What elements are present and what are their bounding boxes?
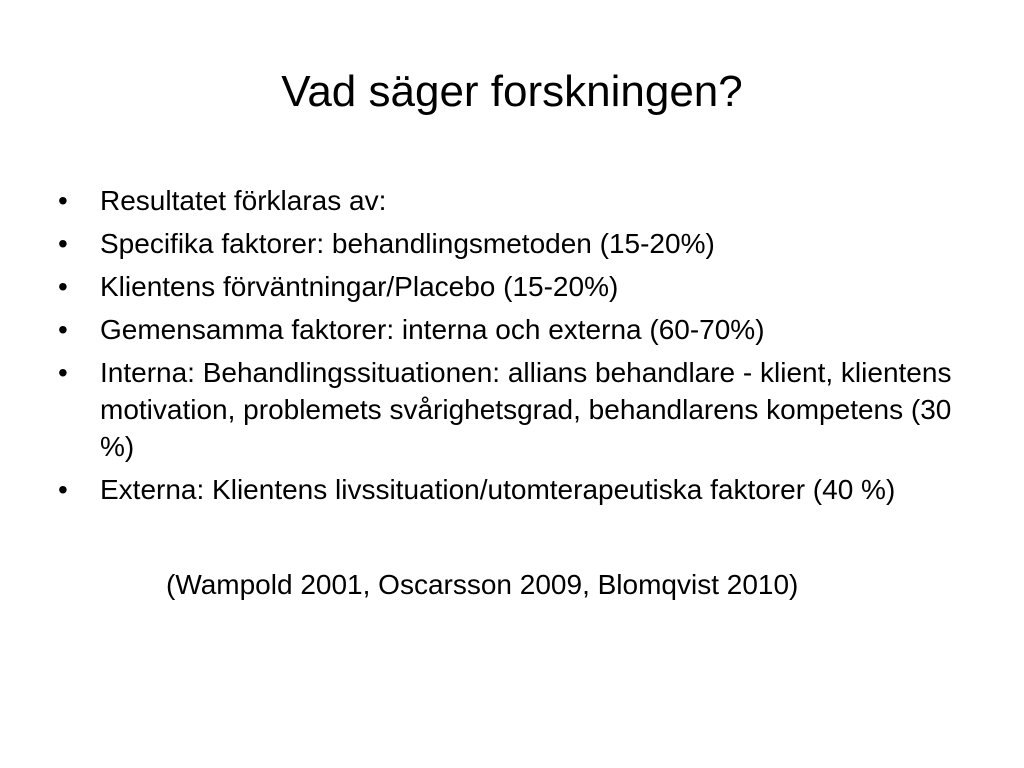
bullet-marker: • xyxy=(58,185,68,216)
citation: (Wampold 2001, Oscarsson 2009, Blomqvist 2010) xyxy=(166,569,799,600)
bullet-item xyxy=(58,311,978,348)
bullet-list xyxy=(58,182,978,514)
bullet-item xyxy=(58,225,978,262)
bullet-text: Klientens förväntningar/Placebo (15-20%) xyxy=(100,271,619,302)
bullet-text: Interna: Behandlingssituationen: allians behandlare - klient, klientens motivation, problemets svårighetsgrad, behandlarens kompetens (30 %) xyxy=(100,357,952,462)
bullet-item xyxy=(58,182,978,219)
bullet-text: Gemensamma faktorer: interna och externa (60-70%) xyxy=(100,314,765,345)
bullet-text: Resultatet förklaras av: xyxy=(100,185,387,216)
bullet-marker: • xyxy=(58,271,68,302)
bullet-marker: • xyxy=(58,357,68,388)
bullet-item xyxy=(58,354,978,465)
bullet-marker: • xyxy=(58,474,68,505)
bullet-text: Specifika faktorer: behandlingsmetoden (15-20%) xyxy=(100,228,715,259)
bullet-item xyxy=(58,268,978,305)
bullet-text: Externa: Klientens livssituation/utomterapeutiska faktorer (40 %) xyxy=(100,474,896,505)
bullet-marker: • xyxy=(58,228,68,259)
bullet-marker: • xyxy=(58,314,68,345)
bullet-item xyxy=(58,471,978,508)
slide-title: Vad säger forskningen? xyxy=(281,67,743,116)
